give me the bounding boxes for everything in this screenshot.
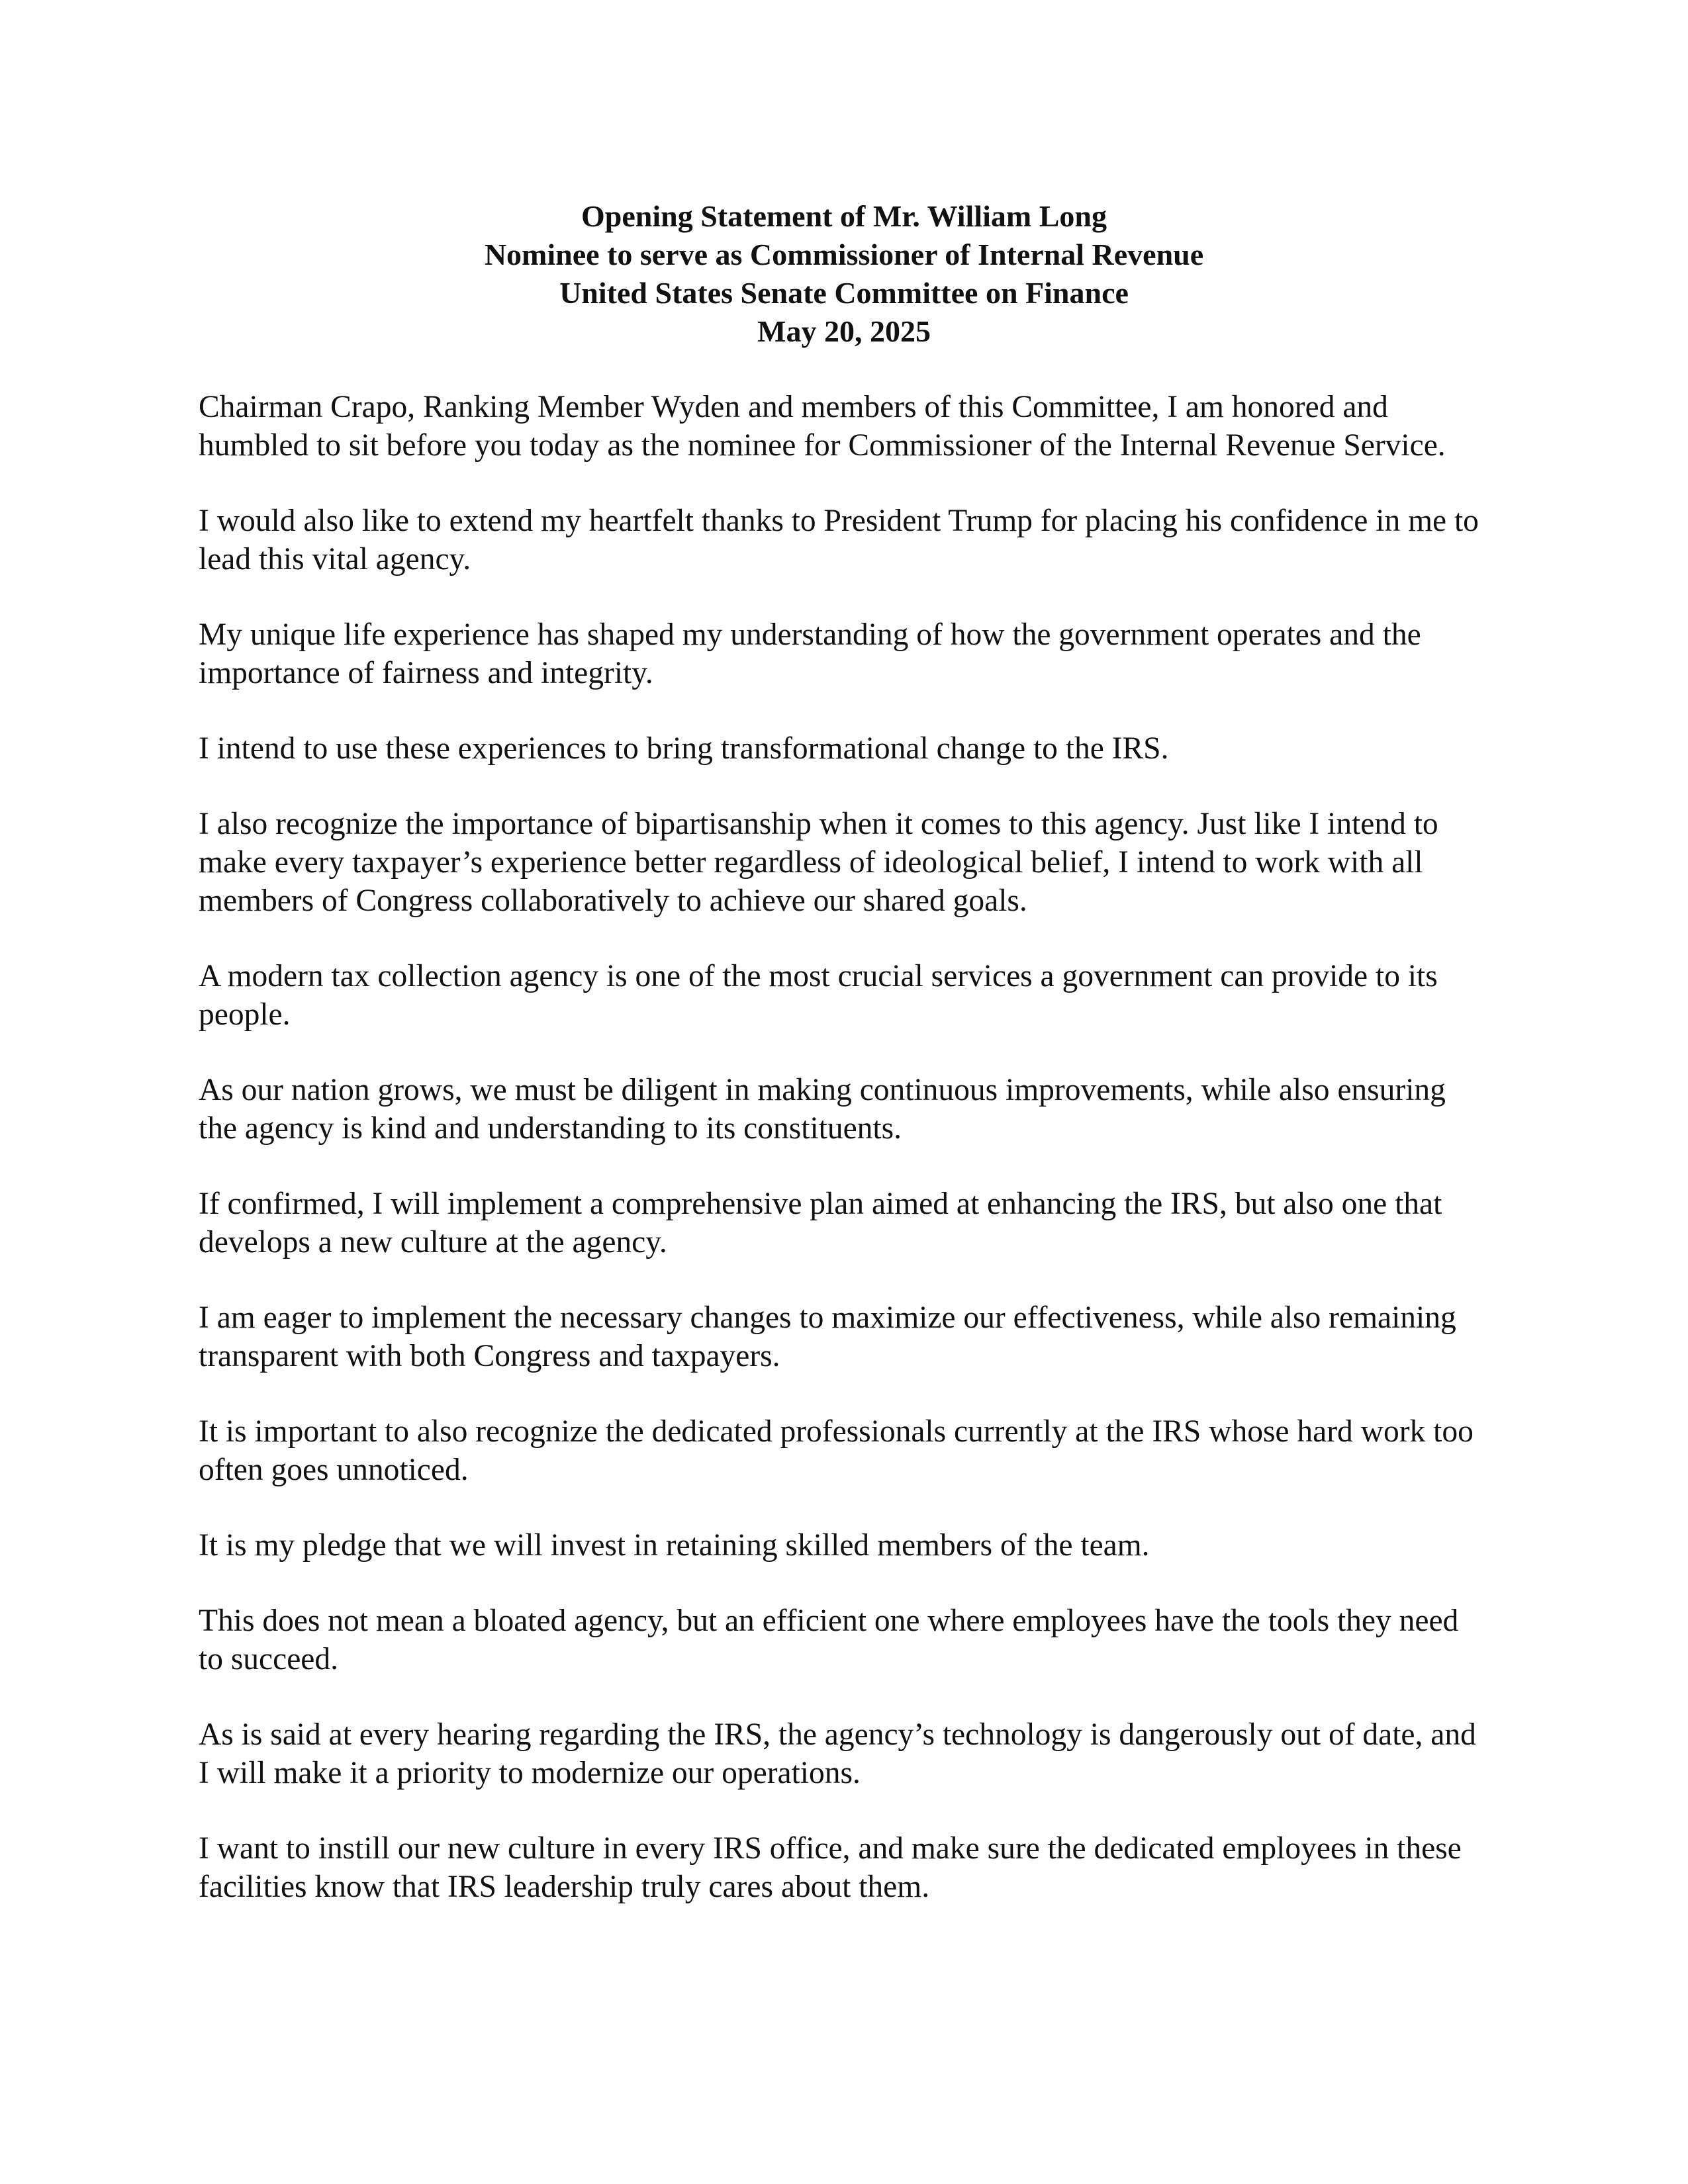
date-line: May 20, 2025 [757,314,931,348]
paragraph: This does not mean a bloated agency, but an efficient one where employees have the tools they need to succeed. [199,1604,1459,1676]
paragraph: Chairman Crapo, Ranking Member Wyden and members of this Committee, I am honored and humbled to sit before you today as the nominee for Commissioner of the Internal Revenue Service. [199,390,1446,463]
nominee-line: Nominee to serve as Commissioner of Internal Revenue [484,238,1204,271]
paragraph: My unique life experience has shaped my understanding of how the government operates and the importance of fairness and integrity. [199,617,1421,690]
paragraph: It is important to also recognize the dedicated professionals currently at the IRS whose hard work too often goes unnoticed. [199,1414,1474,1487]
paragraph: I want to instill our new culture in every IRS office, and make sure the dedicated employees in these facilities know that IRS leadership truly cares about them. [199,1831,1462,1904]
paragraph: It is my pledge that we will invest in retaining skilled members of the team. [199,1528,1150,1563]
document-header [199,197,1489,351]
statement-title: Opening Statement of Mr. William Long [581,199,1107,233]
paragraph: A modern tax collection agency is one of the most crucial services a government can provide to its people. [199,959,1438,1032]
paragraph: I also recognize the importance of bipartisanship when it comes to this agency. Just like I intend to make every taxpayer’s experience better regardless of ideological belief, I intend to work with all members of Congress collaboratively to achieve our shared goals. [199,807,1438,918]
paragraph: If confirmed, I will implement a comprehensive plan aimed at enhancing the IRS, but also one that develops a new culture at the agency. [199,1187,1442,1259]
paragraph: I am eager to implement the necessary changes to maximize our effectiveness, while also remaining transparent with both Congress and taxpayers. [199,1300,1456,1373]
paragraph: As is said at every hearing regarding the IRS, the agency’s technology is dangerously out of date, and I will make it a priority to modernize our operations. [199,1717,1476,1790]
paragraph: I would also like to extend my heartfelt thanks to President Trump for placing his confidence in me to lead this vital agency. [199,504,1479,576]
document-body [199,388,1489,1943]
committee-line: United States Senate Committee on Finance [559,276,1129,310]
paragraph: I intend to use these experiences to bring transformational change to the IRS. [199,731,1169,766]
paragraph: As our nation grows, we must be diligent in making continuous improvements, while also ensuring the agency is kind and understanding to its constituents. [199,1073,1446,1146]
